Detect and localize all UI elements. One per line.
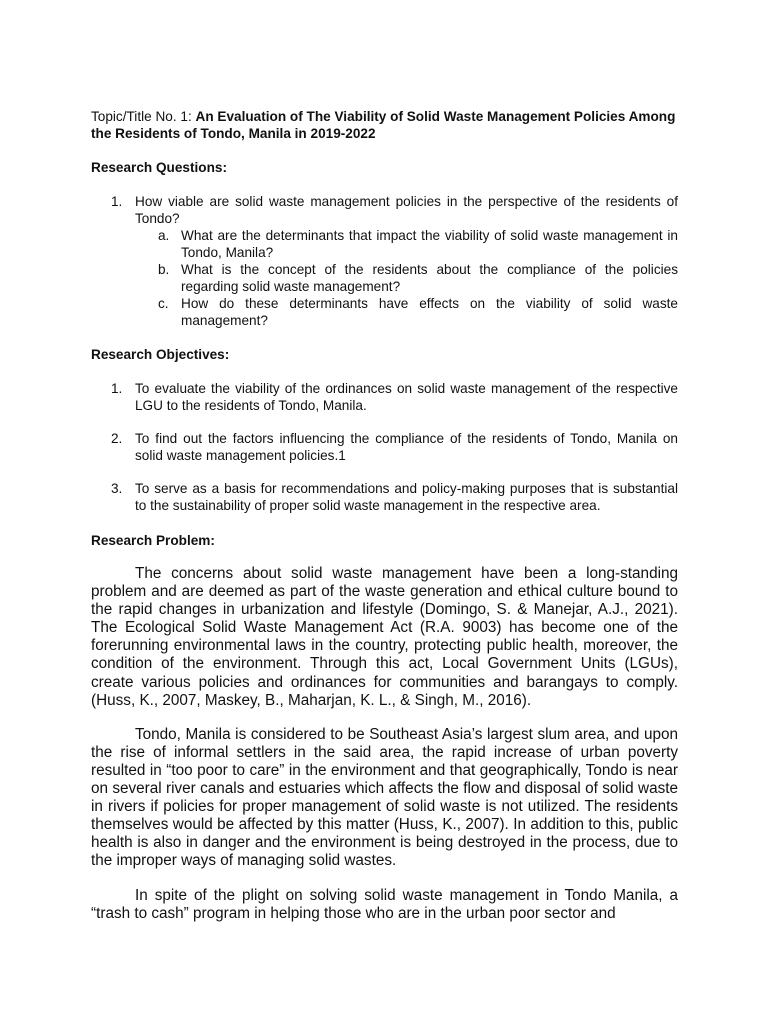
topic-title — [91, 108, 678, 142]
sub-question-item — [91, 295, 678, 329]
sub-question-item — [91, 261, 678, 295]
title-text: An Evaluation of The Viability of Solid Waste Management Policies Among the Residents of Tondo, Manila in 2019-2022 — [91, 109, 676, 141]
objective-item — [91, 430, 678, 464]
sub-question-text: What are the determinants that impact the viability of solid waste management in Tondo, Manila? — [181, 228, 678, 260]
document-page — [91, 108, 678, 923]
objective-number: 1. — [111, 381, 123, 396]
research-objectives-heading: Research Objectives: — [91, 347, 230, 362]
objective-number: 2. — [111, 431, 123, 446]
research-questions-heading: Research Questions: — [91, 160, 227, 175]
sub-question-letter: c. — [158, 296, 169, 311]
sub-question-text: What is the concept of the residents about the compliance of the policies regarding solid waste management? — [181, 262, 678, 294]
problem-paragraph: The concerns about solid waste management have been a long-standing problem and are deemed as part of the waste generation and ethical culture bound to the rapid changes in urbanization and lifestyle (Domingo, S. & Manejar, A.J., 2021). The Ecological Solid Waste Management Act (R.A. 9003) has become one of the forerunning environmental laws in the country, protecting public health, moreover, the condition of the environment. Through this act, Local Government Units (LGUs), create various policies and ordinances for communities and barangays to comply. (Huss, K., 2007, Maskey, B., Maharjan, K. L., & Singh, M., 2016). — [91, 565, 678, 709]
question-item — [91, 193, 678, 227]
sub-question-text: How do these determinants have effects on the viability of solid waste management? — [181, 296, 678, 328]
question-number: 1. — [111, 194, 123, 209]
question-text: How viable are solid waste management policies in the perspective of the residents of Tondo? — [135, 194, 678, 226]
research-problem-heading: Research Problem: — [91, 533, 215, 548]
objective-text: To find out the factors influencing the compliance of the residents of Tondo, Manila on solid waste management policies.1 — [135, 431, 678, 463]
research-objectives-list — [91, 380, 678, 514]
sub-question-letter: a. — [158, 228, 170, 243]
problem-paragraph: Tondo, Manila is considered to be Southeast Asia’s largest slum area, and upon the rise of informal settlers in the said area, the rapid increase of urban poverty resulted in “too poor to care” in the environment and that geographically, Tondo is near on several river canals and estuaries which affects the flow and disposal of solid waste in rivers if policies for proper management of solid waste is not utilized. The residents themselves would be affected by this matter (Huss, K., 2007). In addition to this, public health is also in danger and the environment is being destroyed in the process, due to the improper ways of managing solid wastes. — [91, 725, 678, 870]
research-questions-list — [91, 193, 678, 329]
research-problem-section — [91, 532, 678, 923]
sub-question-item — [91, 227, 678, 261]
sub-question-letter: b. — [158, 262, 170, 277]
objective-item — [91, 480, 678, 514]
objective-item — [91, 380, 678, 414]
problem-paragraph: In spite of the plight on solving solid waste management in Tondo Manila, a “trash to cash” program in helping those who are in the urban poor sector and — [91, 886, 678, 922]
research-questions-section — [91, 159, 678, 329]
research-objectives-section — [91, 346, 678, 514]
title-prefix: Topic/Title No. 1: — [91, 109, 196, 124]
objective-text: To serve as a basis for recommendations and policy-making purposes that is substantial to the sustainability of proper solid waste management in the respective area. — [135, 481, 678, 513]
objective-number: 3. — [111, 481, 123, 496]
objective-text: To evaluate the viability of the ordinances on solid waste management of the respective LGU to the residents of Tondo, Manila. — [135, 381, 678, 413]
